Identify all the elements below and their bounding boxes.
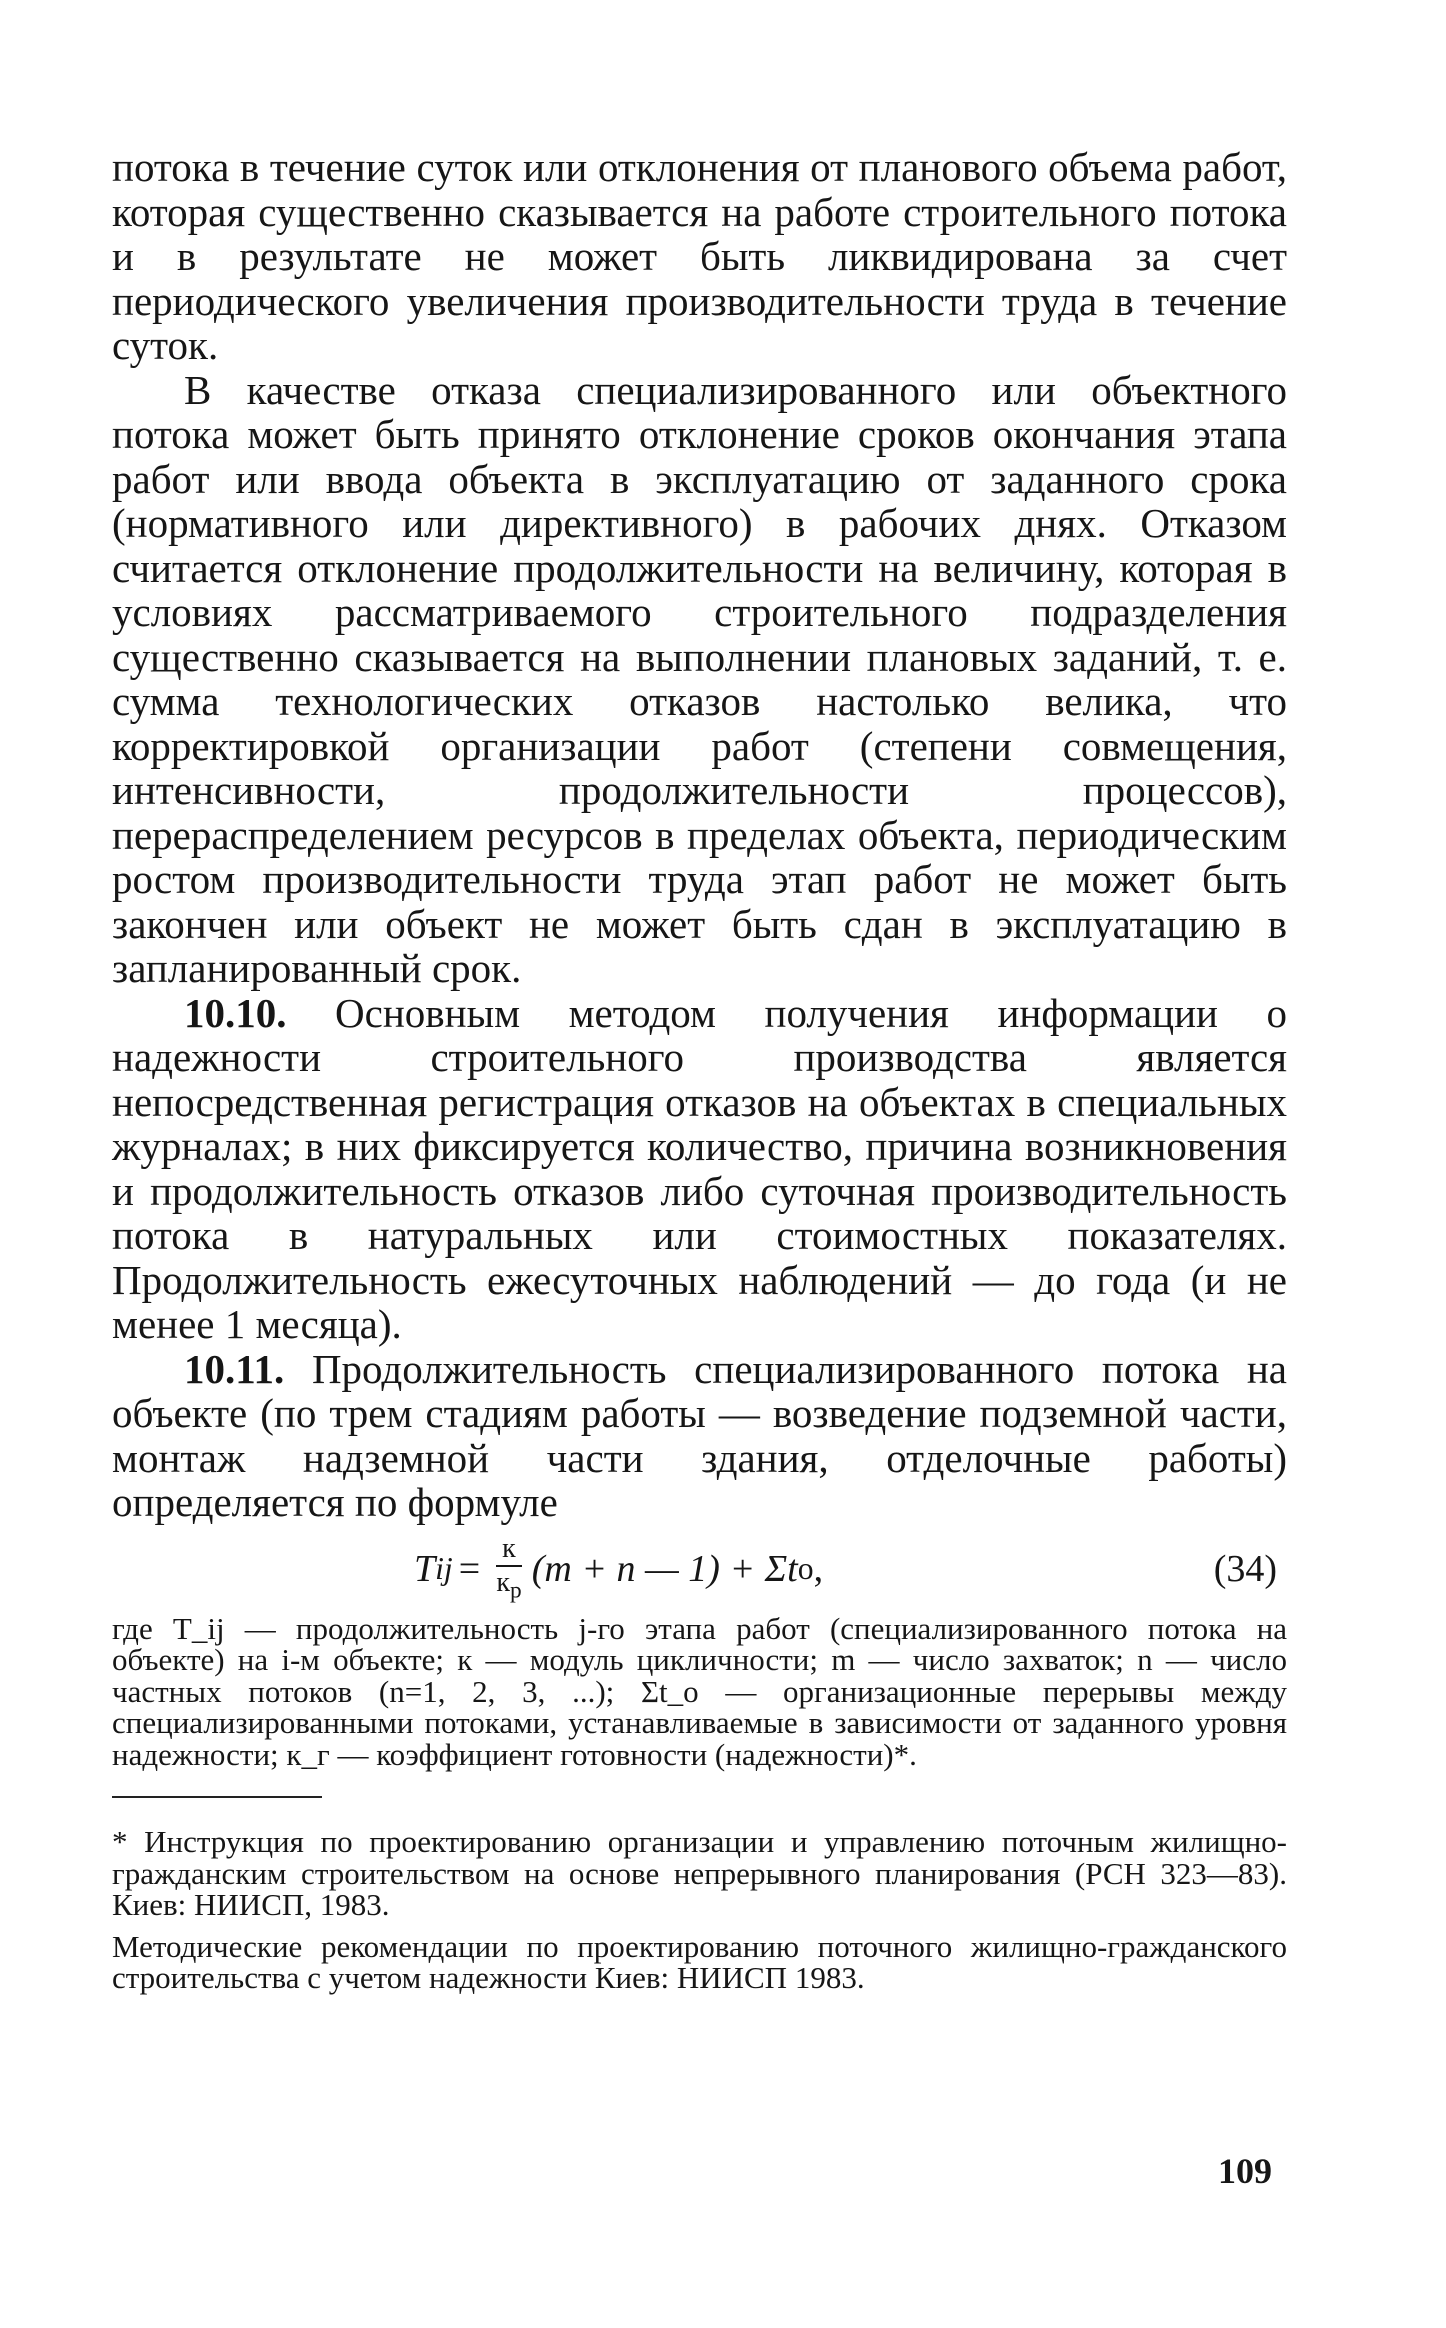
page-body — [112, 145, 1287, 1994]
formula-rhs: (m + n — 1) + Σt — [531, 1548, 798, 1591]
paragraph-10-10 — [112, 991, 1287, 1347]
section-number-10-11: 10.11. — [184, 1345, 285, 1392]
page-number: 109 — [1218, 2151, 1272, 2191]
formula-denominator-sub: р — [509, 1577, 522, 1604]
paragraph-failure-definition: В качестве отказа специализированного или объектного потока может быть принято отклонение сроков окончания этапа работ или ввода объекта в эксплуатацию от заданного срока (нормативного или директивного) в рабочих днях. Отказом считается отклонение продолжительности на величину, которая в условиях рассматриваемого строительного подразделения существенно сказывается на выполнении плановых заданий, т. е. сумма технологических отказов настолько велика, что корректировкой организации работ (степени совмещения, интенсивности, продолжительности процессов), перераспределением ресурсов в пределах объекта, периодическим ростом производительности труда этап работ не может быть закончен или объект не может быть сдан в эксплуатацию в запланированный срок. — [112, 366, 1287, 991]
formula-34 — [112, 1527, 1287, 1611]
footnote-1: * Инструкция по проектированию организации и управлению поточным жилищно-гражданским строительством на основе непрерывного планирования (РСН 323—83). Киев: НИИСП, 1983. — [112, 1824, 1287, 1922]
formula-legend: где T_ij — продолжительность j-го этапа работ (специализированного потока на объекте) на i-м объекте; к — модуль цикличности; m — число захваток; n — число частных потоков (n=1, 2, 3, ...); Σt_о — организационные перерывы между специализированными потоками, устанавливаемые в зависимости от заданного уровня надежности; к_г — коэффициент готовности (надежности)*. — [112, 1610, 1287, 1772]
footnote-divider — [112, 1796, 322, 1798]
formula-lhs: T — [414, 1548, 436, 1591]
formula-rhs-end: , — [813, 1548, 824, 1591]
formula-rhs-subscript: о — [797, 1551, 814, 1587]
paragraph-10-11 — [112, 1347, 1287, 1525]
formula-equals: = — [458, 1548, 481, 1591]
footnote-2: Методические рекомендации по проектированию поточного жилищно-гражданского строительства с учетом надежности Киев: НИИСП 1983. — [112, 1928, 1287, 1995]
formula-fraction-denominator — [496, 1567, 521, 1607]
formula-denominator-k: к — [496, 1566, 510, 1598]
formula-fraction-numerator: к — [496, 1533, 522, 1567]
paragraph-continuation: потока в течение суток или отклонения от планового объема работ, которая существенно сказывается на работе строительного потока и в результате не может быть ликвидирована за счет периодического увеличения производительности труда в течение суток. — [112, 144, 1287, 368]
formula-number: (34) — [1213, 1547, 1277, 1590]
section-number-10-10: 10.10. — [184, 989, 287, 1036]
formula-fraction — [496, 1533, 522, 1607]
formula-lhs-subscript: ij — [435, 1551, 453, 1587]
formula-expression — [414, 1533, 823, 1607]
paragraph-10-11-text: Продолжительность специализированного потока на объекте (по трем стадиям работы — возведение подземной части, монтаж надземной части здания, отделочные работы) определяется по формуле — [112, 1345, 1288, 1525]
paragraph-10-10-text: Основным методом получения информации о надежности строительного производства является непосредственная регистрация отказов на объектах в специальных журналах; в них фиксируется количество, причина возникновения и продолжительность отказов либо суточная производительность потока в натуральных или стоимостных показателях. Продолжительность ежесуточных наблюдений — до года (и не менее 1 месяца). — [112, 989, 1287, 1347]
